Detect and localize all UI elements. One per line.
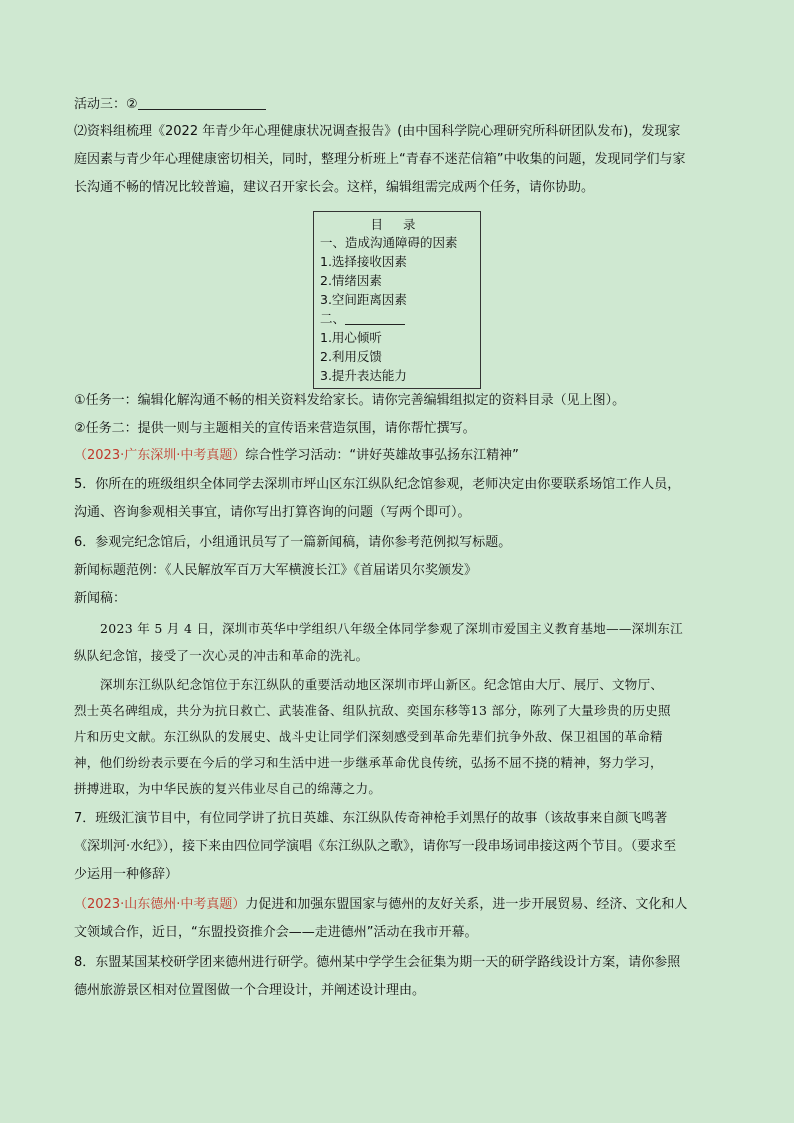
news-title-example: 新闻标题范例：《人民解放军百万大军横渡长江》《首届诺贝尔奖颁发》 <box>74 563 478 578</box>
q8-line-1: 8．东盟某国某校研学团来德州进行研学。德州某中学学生会征集为期一天的研学路线设计方案，请你参照 <box>74 955 681 970</box>
news-label: 新闻稿： <box>74 591 127 606</box>
exam-source-tag: （2023·山东德州·中考真题） <box>74 897 246 912</box>
q8-line-2: 德州旅游景区相对位置图做一个合理设计，并阐述设计理由。 <box>74 983 426 998</box>
news-paragraph-1-line-2: 纵队纪念馆，接受了一次心灵的冲击和革命的洗礼。 <box>74 648 369 663</box>
activity3-label: 活动三：② <box>74 97 138 112</box>
exam-source-tag: （2023·广东深圳·中考真题） <box>74 448 246 463</box>
news-paragraph-1-line-1: 2023 年 5 月 4 日，深圳市英华中学组织八年级全体同学参观了深圳市爱国主义教育基地——深圳东江 <box>100 621 683 636</box>
toc-section-1: 一、造成沟通障碍的因素 <box>320 235 458 250</box>
dezhou-intro-first: 力促进和加强东盟国家与德州的友好关系，进一步开展贸易、经济、文化和人 <box>245 897 688 912</box>
dezhou-intro-second: 文领域合作，近日，“东盟投资推介会——走进德州”活动在我市开幕。 <box>74 925 478 940</box>
q5-line-1: 5．你所在的班级组织全体同学去深圳市坪山区东江纵队纪念馆参观，老师决定由你要联系场馆工作人员， <box>74 477 681 492</box>
dezhou-intro-line <box>74 896 734 914</box>
activity3-line <box>74 96 734 114</box>
shenzhen-intro: 综合性学习活动：“讲好英雄故事弘扬东江精神” <box>245 448 519 463</box>
q7-line-1: 7．班级汇演节目中，有位同学讲了抗日英雄、东江纵队传奇神枪手刘黑仔的故事（该故事来自颜飞鸣著 <box>74 811 668 826</box>
answer-blank[interactable] <box>138 96 266 110</box>
news-paragraph-2-line-3: 片和历史文献。东江纵队的发展史、战斗史让同学们深刻感受到革命先辈们抗争外敌、保卫祖国的革命精 <box>74 729 663 744</box>
news-paragraph-2-line-2: 烈士英名碑组成，共分为抗日救亡、武装准备、组队抗敌、奕国东移等13 部分，陈列了大量珍贵的历史照 <box>74 703 671 718</box>
q7-line-3: 少运用一种修辞） <box>74 867 179 882</box>
news-paragraph-2-line-1: 深圳东江纵队纪念馆位于东江纵队的重要活动地区深圳市坪山新区。纪念馆由大厅、展厅、文物厅、 <box>100 677 664 692</box>
toc-item: 1.选择接收因素 <box>320 254 407 269</box>
q2-line-1: ⑵资料组梳理《2022 年青少年心理健康状况调查报告》(由中国科学院心理研究所科研团队发布)，发现家 <box>74 124 681 139</box>
task-2: ②任务二：提供一则与主题相关的宣传语来营造氛围，请你帮忙撰写。 <box>74 421 476 436</box>
q6-line: 6．参观完纪念馆后，小组通讯员写了一篇新闻稿，请你参考范例拟写标题。 <box>74 535 512 550</box>
toc-answer-blank[interactable] <box>345 313 405 325</box>
toc-item: 3.提升表达能力 <box>320 368 407 383</box>
toc-item: 2.情绪因素 <box>320 273 382 288</box>
news-paragraph-2-line-5: 拼搏进取，为中华民族的复兴伟业尽自己的绵薄之力。 <box>74 781 382 796</box>
toc-section-2-prefix: 二、 <box>320 311 346 326</box>
toc-item: 3.空间距离因素 <box>320 292 407 307</box>
task-1: ①任务一：编辑化解沟通不畅的相关资料发给家长。请你完善编辑组拟定的资料目录（见上图）。 <box>74 393 626 408</box>
toc-title: 目 录 <box>370 217 424 232</box>
toc-item: 1.用心倾听 <box>320 330 382 345</box>
q2-line-2: 庭因素与青少年心理健康密切相关，同时，整理分析班上“青春不迷茫信箱”中收集的问题，发现同学们与家 <box>74 152 686 167</box>
shenzhen-intro-line <box>74 447 734 465</box>
toc-section-2 <box>320 310 405 327</box>
q2-line-3: 长沟通不畅的情况比较普遍，建议召开家长会。这样，编辑组需完成两个任务，请你协助。 <box>74 180 595 195</box>
table-of-contents-box <box>313 211 481 389</box>
q5-line-2: 沟通、咨询参观相关事宜，请你写出打算咨询的问题（写两个即可）。 <box>74 505 471 520</box>
q7-line-2: 《深圳河·水纪》），接下来由四位同学演唱《东江纵队之歌》，请你写一段串场词串接这两个节目。（要求至 <box>74 839 677 854</box>
toc-item: 2.利用反馈 <box>320 349 382 364</box>
news-paragraph-2-line-4: 神，他们纷纷表示要在今后的学习和生活中进一步继承革命优良传统，弘扬不屈不挠的精神，努力学习， <box>74 755 663 770</box>
